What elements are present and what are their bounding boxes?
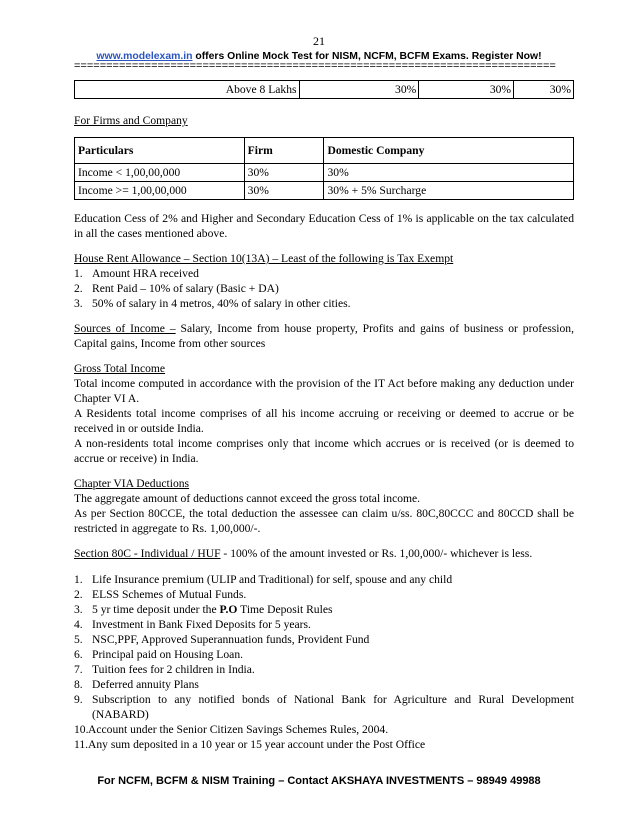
column-header: Domestic Company [324, 138, 574, 164]
hra-heading: House Rent Allowance – Section 10(13A) – Least of the following is Tax Exempt [74, 252, 454, 265]
section-80c [74, 546, 574, 752]
table-header-row [75, 138, 574, 164]
gti-paragraph: A Residents total income comprises of all his income accruing or receiving or deemed to accrue or be received in or outside India. [74, 407, 574, 435]
list-item: 5. NSC,PPF, Approved Superannuation funds, Provident Fund [74, 633, 370, 646]
list-item: 4. Investment in Bank Fixed Deposits for 5 years. [74, 618, 311, 631]
list-item: 3. 50% of salary in 4 metros, 40% of salary in other cities. [74, 297, 351, 310]
table-row [75, 182, 574, 200]
via-section [74, 476, 574, 536]
table-cell: Income < 1,00,00,000 [75, 164, 245, 182]
list-item: 8. Deferred annuity Plans [74, 678, 199, 691]
list-item: 1. Amount HRA received [74, 267, 199, 280]
gti-paragraph: A non-residents total income comprises only that income which accrues or is received (or is deemed to accrue or receive) in India. [74, 437, 574, 465]
firms-section [74, 113, 574, 200]
table-cell: Income >= 1,00,00,000 [75, 182, 245, 200]
list-item: 11. Any sum deposited in a 10 year or 15 year account under the Post Office [74, 738, 426, 751]
list-item: 2. Rent Paid – 10% of salary (Basic + DA) [74, 282, 279, 295]
list-item: 6. Principal paid on Housing Loan. [74, 648, 244, 661]
hra-section [74, 251, 574, 311]
sources-text: Salary, Income from house property, Profits and gains of business or profession, Capital gains, Income from other sources [74, 322, 574, 350]
gti-paragraph: Total income computed in accordance with the provision of the IT Act before making any deduction under Chapter VI A. [74, 377, 574, 405]
gti-heading: Gross Total Income [74, 362, 166, 375]
table-row [75, 81, 574, 99]
website-link[interactable]: www.modelexam.in [96, 51, 193, 62]
table-cell: 30% [244, 164, 324, 182]
sources-heading: Sources of Income – [74, 322, 176, 335]
column-header: Particulars [75, 138, 245, 164]
table-cell: 30% [244, 182, 324, 200]
s80c-heading: Section 80C - Individual / HUF [74, 547, 221, 560]
table-cell: 30% + 5% Surcharge [324, 182, 574, 200]
slab-cell: Above 8 Lakhs [75, 81, 300, 99]
list-item: 3. 5 yr time deposit under the P.O Time Deposit Rules [74, 603, 333, 616]
list-item: 2. ELSS Schemes of Mutual Funds. [74, 588, 247, 601]
slab-cell: 30% [299, 81, 419, 99]
slab-table-continued [74, 80, 574, 99]
firms-heading: For Firms and Company [74, 114, 188, 127]
list-item: 9. Subscription to any notified bonds of National Bank for Agriculture and Rural Development (NABARD) [74, 693, 574, 721]
via-paragraph: The aggregate amount of deductions cannot exceed the gross total income. [74, 492, 421, 505]
separator-rule: =========================================================================== [74, 60, 556, 72]
via-heading: Chapter VIA Deductions [74, 477, 190, 490]
body-text [74, 211, 574, 752]
slab-cell: 30% [419, 81, 514, 99]
table-row [75, 164, 574, 182]
page-footer: For NCFM, BCFM & NISM Training – Contact AKSHAYA INVESTMENTS – 98949 49988 [97, 775, 541, 787]
list-item: 1. Life Insurance premium (ULIP and Traditional) for self, spouse and any child [74, 573, 453, 586]
cess-paragraph: Education Cess of 2% and Higher and Secondary Education Cess of 1% is applicable on the tax calculated in all the cases mentioned above. [74, 212, 574, 240]
list-item: 7. Tuition fees for 2 children in India. [74, 663, 255, 676]
via-paragraph: As per Section 80CCE, the total deduction the assessee can claim u/ss. 80C,80CCC and 80CCD shall be restricted in aggregate to Rs. 1,00,000/-. [74, 507, 574, 535]
table-cell: 30% [324, 164, 574, 182]
list-item: 10. Account under the Senior Citizen Savings Schemes Rules, 2004. [74, 723, 389, 736]
sources-section [74, 321, 574, 351]
gti-section [74, 361, 574, 466]
page-number: 21 [313, 34, 325, 48]
column-header: Firm [244, 138, 324, 164]
header-tagline: offers Online Mock Test for NISM, NCFM, BCFM Exams. Register Now! [192, 51, 542, 62]
s80c-text: - 100% of the amount invested or Rs. 1,00,000/- whichever is less. [220, 547, 533, 560]
slab-cell: 30% [514, 81, 574, 99]
